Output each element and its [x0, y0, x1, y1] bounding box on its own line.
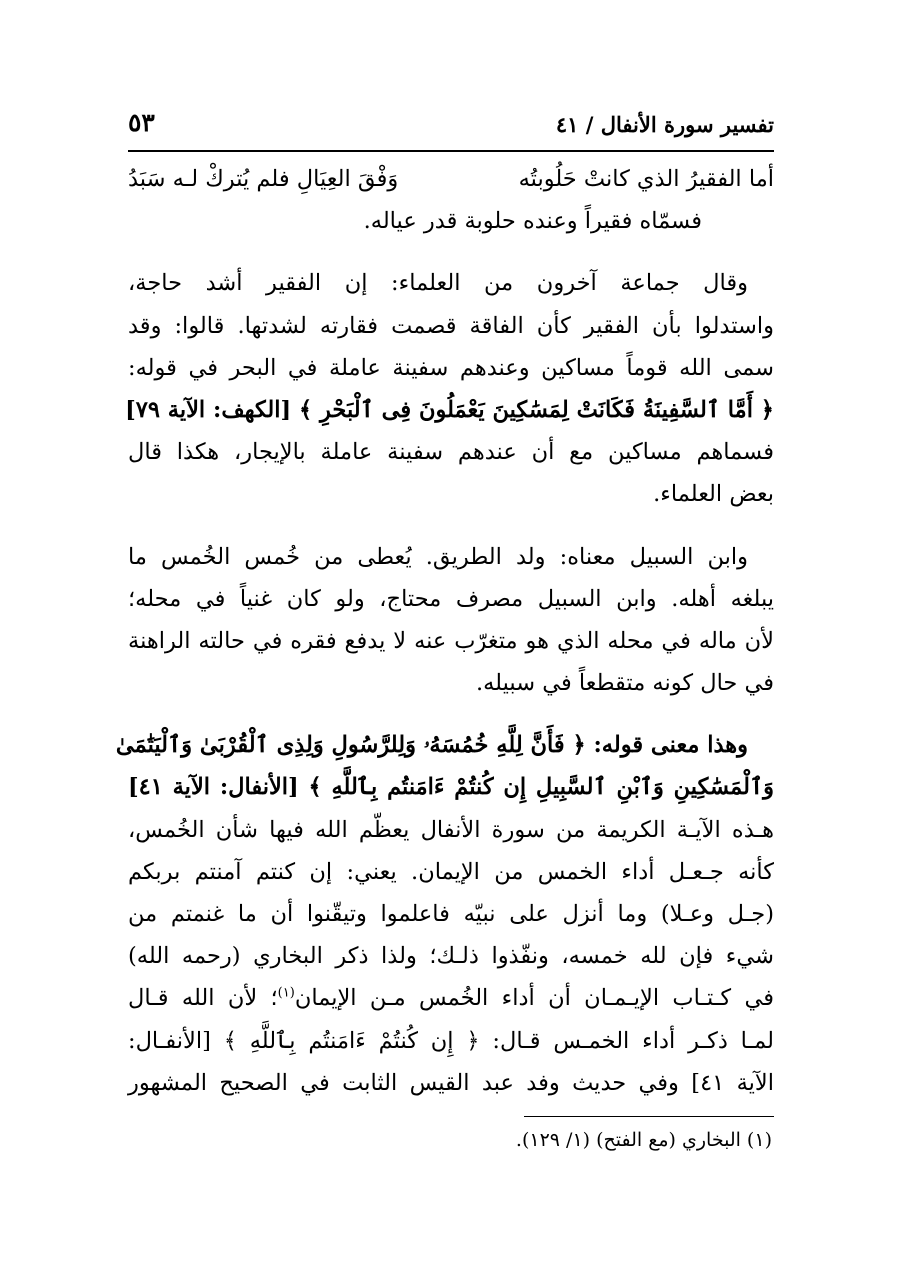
text-line: فسمّاه فقيراً وعنده حلوبة قدر عياله.: [363, 208, 702, 235]
text-line: لأن ماله في محله الذي هو متغرّب عنه لا يدفع فقره في حالته الراهنة: [128, 627, 774, 654]
footnote-marker: (١): [277, 985, 295, 1001]
text-line: بعض العلماء.: [653, 481, 774, 508]
text-line: سمى الله قوماً مساكين وعندهم سفينة عاملة في البحر في قوله:: [128, 354, 774, 381]
quran-citation-line: ﴿ أَمَّا ٱلسَّفِينَةُ فَكَانَتْ لِمَسَٰكِينَ يَعْمَلُونَ فِى ٱلْبَحْرِ ﴾ [الكهف: الآية ٧٩]: [125, 396, 774, 423]
footnote-rule: [524, 1116, 774, 1117]
quran-citation-line: وَٱلْمَسَٰكِينِ وَٱبْنِ ٱلسَّبِيلِ إِن كُنتُمْ ءَامَنتُم بِٱللَّهِ ﴾ [الأنفال: الآية ٤١]: [128, 774, 774, 801]
verse-hemistich-left: وَفْقَ العِيَالِ فلم يُتركْ لـه سَبَدُ: [128, 166, 399, 192]
text-line-with-footnote: [128, 977, 774, 1019]
paragraph-gap: [128, 242, 774, 262]
paragraph-gap: [128, 516, 774, 536]
text-line: واستدلوا بأن الفقير كأن الفاقة قصمت فقارته لشدتها. قالوا: وقد: [128, 312, 774, 339]
text-line: (جـل وعـلا) وما أنزل على نبيّه فاعلموا وتيقّنوا أن ما غنمتم من: [128, 901, 774, 927]
text-line: لمـا ذكـر أداء الخمـس قـال: ﴿ إِن كُنتُمْ ءَامَنتُم بِٱللَّهِ ﴾ [الأنفـال:: [128, 1027, 774, 1054]
text-line: كأنه جـعـل أداء الخمس من الإيمان. يعني: إن كنتم آمنتم بربكم: [128, 858, 774, 885]
text-line: في حال كونه متقطعاً في سبيله.: [475, 670, 774, 697]
poetry-verse: [128, 158, 774, 200]
footnote: (١) البخاري (مع الفتح) (١/ ١٢٩).: [515, 1129, 772, 1151]
body-text: [115, 158, 775, 1104]
running-title: تفسير سورة الأنفال / ٤١: [555, 112, 774, 137]
text-line: وابن السبيل معناه: ولد الطريق. يُعطى من خُمس الخُمس ما: [128, 543, 748, 570]
paragraph-gap: [128, 704, 774, 724]
page-number: ٥٣: [128, 108, 155, 137]
text-segment: ؛ لأن الله قـال: [128, 985, 278, 1012]
text-line: يبلغه أهله. وابن السبيل مصرف محتاج، ولو كان غنياً في محله؛: [128, 585, 774, 612]
text-line: الآية ٤١] وفي حديث وفد عبد القيس الثابت في الصحيح المشهور: [128, 1069, 775, 1096]
text-line: فسماهم مساكين مع أن عندهم سفينة عاملة بالإيجار، هكذا قال: [128, 439, 774, 466]
page-header: [128, 108, 774, 148]
verse-hemistich-right: أما الفقيرُ الذي كانتْ حَلُوبتُه: [518, 166, 774, 192]
quran-citation-line: وهذا معنى قوله: ﴿ فَأَنَّ لِلَّهِ خُمُسَهُۥ وَلِلرَّسُولِ وَلِذِى ٱلْقُرْبَىٰ وَٱلْيَتَٰمَىٰ: [115, 732, 748, 759]
text-line: شيء فإن لله خمسه، ونفّذوا ذلـك؛ ولذا ذكر البخاري (رحمه الله): [128, 943, 774, 970]
text-line: وقال جماعة آخرون من العلماء: إن الفقير أشد حاجة،: [128, 270, 748, 297]
text-segment: في كـتـاب الإيـمـان أن أداء الخُمس مـن الإيمان: [294, 985, 774, 1012]
text-line: هـذه الآيـة الكريمة من سورة الأنفال يعظّم الله فيها شأن الخُمس،: [128, 816, 774, 843]
header-rule: [128, 150, 774, 152]
